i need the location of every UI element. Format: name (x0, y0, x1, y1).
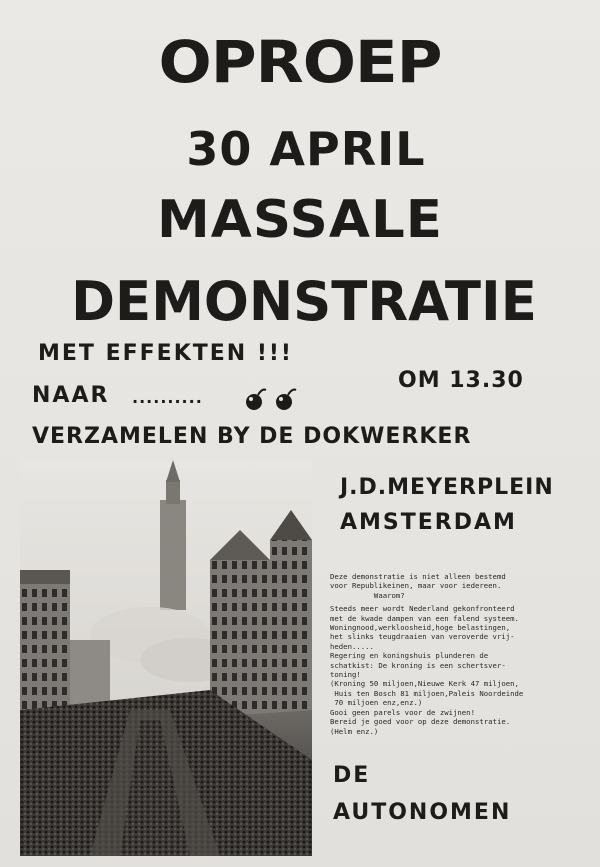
manifesto-line: Woningnood,werkloosheid,hoge belastingen, (330, 623, 511, 633)
city-text: AMSTERDAM (340, 510, 517, 535)
manifesto-line: Gooi geen parels voor de zwijnen! (330, 707, 475, 717)
headline-massale: MASSALE (156, 190, 444, 250)
manifesto-text (330, 572, 582, 736)
manifesto-line: Steeds meer wordt Nederland gekonfronteerd (330, 604, 515, 614)
time-text: OM 13.30 (398, 368, 524, 393)
manifesto-line: schatkist: De kroning is een schertsver- (330, 660, 506, 670)
manifesto-line: Regering en koningshuis plunderen de (330, 651, 489, 661)
manifesto-line: het slinks teugdraaien van veroverde vrij- (330, 632, 515, 642)
manifesto-line: heden..... (330, 641, 374, 651)
manifesto-line: voor Republikeinen, maar voor iedereen. (330, 581, 502, 591)
manifesto-line: 70 miljoen enz,enz.) (330, 698, 423, 708)
bomb-icon (276, 390, 296, 410)
place-text: J.D.MEYERPLEIN (340, 475, 554, 500)
manifesto-line: Huis ten Bosch 81 miljoen,Paleis Noordeinde (330, 688, 524, 698)
verzamelen-text: VERZAMELEN BY DE DOKWERKER (32, 424, 472, 449)
manifesto-line: (Helm enz.) (330, 726, 379, 736)
headline-date: 30 APRIL (186, 122, 426, 176)
manifesto-line: met de kwade dampen van een falend systeem. (330, 613, 519, 623)
manifesto-line: Deze demonstratie is niet alleen bestemd (330, 572, 506, 581)
crowd-street-photo (20, 460, 312, 856)
bomb-icon (246, 390, 266, 410)
manifesto-line: (Kroning 50 miljoen,Nieuwe Kerk 47 miljoen, (330, 679, 519, 689)
bomb-icons (244, 384, 304, 414)
manifesto-line: Waarom? (330, 590, 405, 600)
effekten-text: MET EFFEKTEN !!! (38, 341, 293, 366)
signature-de: DE (333, 763, 371, 788)
naar-dots: .......... (132, 388, 203, 407)
naar-text: NAAR (32, 383, 110, 408)
manifesto-line: toning! (330, 670, 361, 680)
manifesto-line: Bereid je goed voor op deze demonstratie. (330, 717, 511, 727)
signature-autonomen: AUTONOMEN (333, 800, 512, 825)
headline-demonstratie: DEMONSTRATIE (71, 270, 537, 333)
headline-oproep: OPROEP (158, 28, 442, 96)
